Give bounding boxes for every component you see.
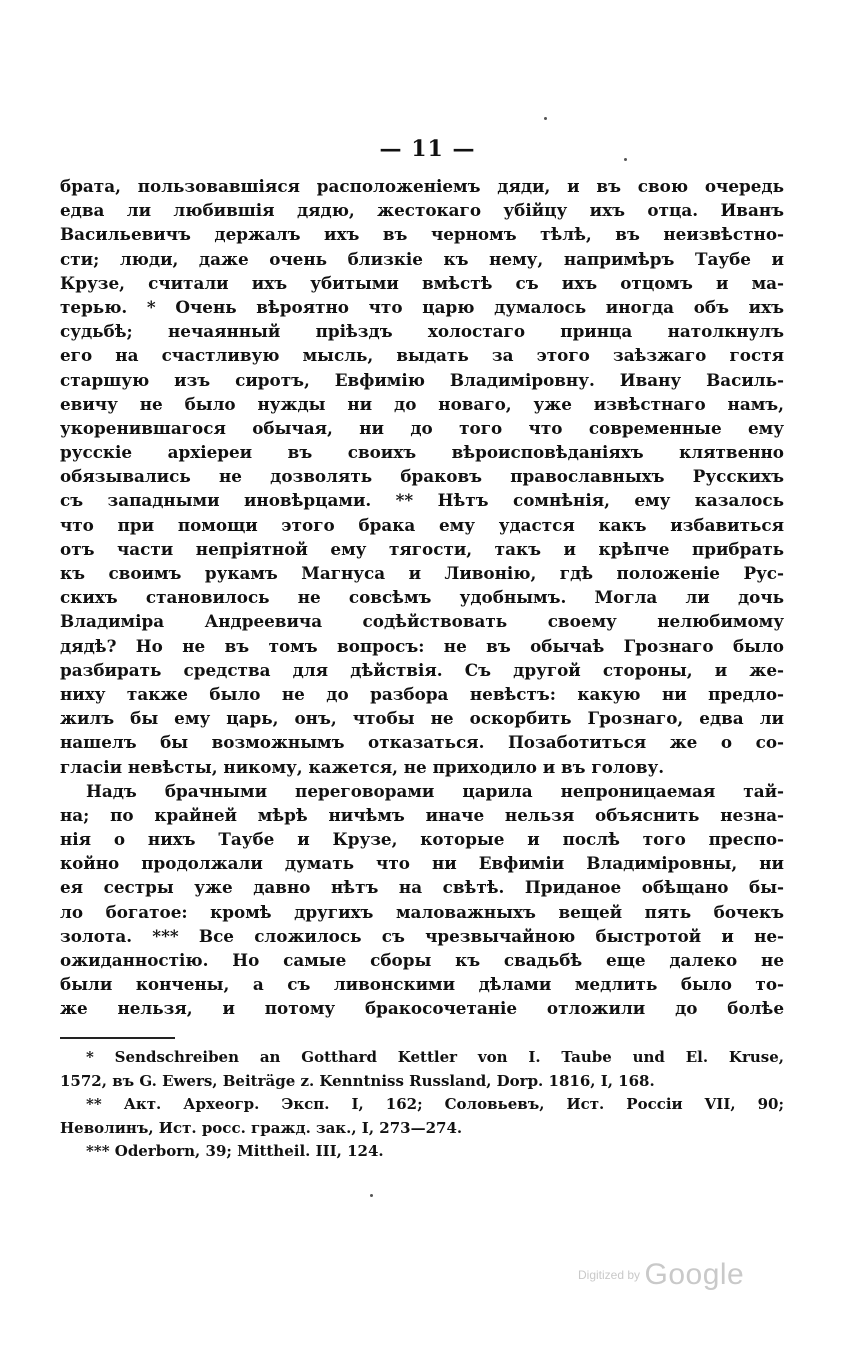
body-line: ло богатое: кромѣ другихъ маловажныхъ вещей пять бочекъ [60,901,784,922]
body-line: съ западными иновѣрцами. ** Нѣтъ сомнѣнiя, ему казалось [60,490,784,511]
body-line: жилъ бы ему царь, онъ, чтобы не оскорбить Грознаго, едва ли [60,708,784,729]
body-line: же нельзя, и потому бракосочетанiе отложили до болѣе [60,998,784,1019]
body-line: его на счастливую мысль, выдать за этого заѣзжаго гостя [60,345,784,366]
scan-speck [544,117,547,120]
body-line: терью. * Очень вѣроятно что царю думалось иногда объ ихъ [60,296,784,317]
body-line: обязывались не дозволять браковъ православныхъ Русскихъ [60,466,784,487]
body-line: ожиданностiю. Но самые сборы къ свадьбѣ еще далеко не [60,950,784,970]
body-line: были кончены, а съ ливонскими дѣлами медлить было то- [60,974,784,995]
footnote-line: 1572, въ G. Ewers, Beiträge z. Kenntniss Russland, Dorp. 1816, I, 168. [60,1071,655,1090]
body-line: Крузе, считали ихъ убитыми вмѣстѣ съ ихъ отцомъ и ма- [60,272,784,293]
footnote-line: *** Oderborn, 39; Mittheil. III, 124. [86,1142,384,1160]
body-line: судьбѣ; нечаянный прiѣздъ холостаго принца натолкнулъ [60,321,784,342]
body-line: укоренившагося обычая, ни до того что современные ему [60,417,784,438]
watermark-prefix: Digitized by [578,1268,641,1282]
body-line: на; по крайней мѣрѣ ничѣмъ иначе нельзя объяснить незна- [60,804,784,825]
body-line: Надъ брачными переговорами царила непроницаемая тай- [86,780,784,801]
body-line: дядѣ? Но не въ томъ вопросъ: не въ обычаѣ Грознаго было [60,635,784,656]
body-line: къ своимъ рукамъ Магнуса и Ливонiю, гдѣ положенiе Рус- [60,563,784,583]
body-line: старшую изъ сиротъ, Евфимiю Владимiровну. Ивану Василь- [60,369,784,390]
body-line: разбирать средства для дѣйствiя. Съ другой стороны, и же- [60,659,784,680]
body-line: Васильевичъ держалъ ихъ въ черномъ тѣлѣ, въ неизвѣстно- [60,224,784,245]
footnote-divider [60,1037,175,1039]
body-line: отъ части непрiятной ему тягости, такъ и крѣпче прибрать [60,538,784,559]
body-line: ниху также было не до разбора невѣстъ: какую ни предло- [60,683,784,704]
body-line: нiя о нихъ Таубе и Крузе, которые и послѣ того преспо- [60,829,784,850]
body-line: что при помощи этого брака ему удастся какъ избавиться [60,514,784,535]
footnote-line: * Sendschreiben an Gotthard Kettler von I. Taube und El. Kruse, [86,1048,784,1066]
body-line: русскiе архiереи въ своихъ вѣроисповѣданiяхъ клятвенно [60,442,784,463]
scan-speck [370,1194,373,1197]
page-number: — 11 — [379,136,476,162]
body-line: евичу не было нужды ни до новаго, уже извѣстнаго намъ, [60,393,784,414]
body-line: нашелъ бы возможнымъ отказаться. Позаботиться же о со- [60,732,784,753]
body-line: золота. *** Все сложилось съ чрезвычайною быстротой и не- [60,925,784,946]
digitized-by-google-watermark [578,1258,744,1292]
body-line: Владимiра Андреевича содѣйствовать своему нелюбимому [60,611,784,632]
footnotes [60,1046,784,1164]
body-text [60,174,784,1021]
body-line: койно продолжали думать что ни Евфимiи Владимiровны, ни [60,853,784,874]
footnote-line: Неволинъ, Ист. росс. гражд. зак., I, 273—274. [60,1118,463,1137]
body-line: гласiи невѣсты, никому, кажется, не приходило и въ голову. [60,756,665,777]
body-line: сти; люди, даже очень близкiе къ нему, напримѣръ Таубе и [60,248,784,269]
watermark-brand: Google [644,1258,745,1291]
body-line: скихъ становилось не совсѣмъ удобнымъ. Могла ли дочь [60,587,784,608]
scan-speck [624,158,627,161]
footnote-line: ** Акт. Археогр. Эксп. I, 162; Соловьевъ, Ист. Россiи VII, 90; [86,1095,784,1113]
body-line: брата, пользовавшiяся расположенiемъ дяди, и въ свою очередь [60,176,784,196]
body-line: едва ли любившiя дядю, жестокаго убiйцу ихъ отца. Иванъ [60,200,784,221]
body-line: ея сестры уже давно нѣтъ на свѣтѣ. Приданое обѣщано бы- [60,877,784,898]
